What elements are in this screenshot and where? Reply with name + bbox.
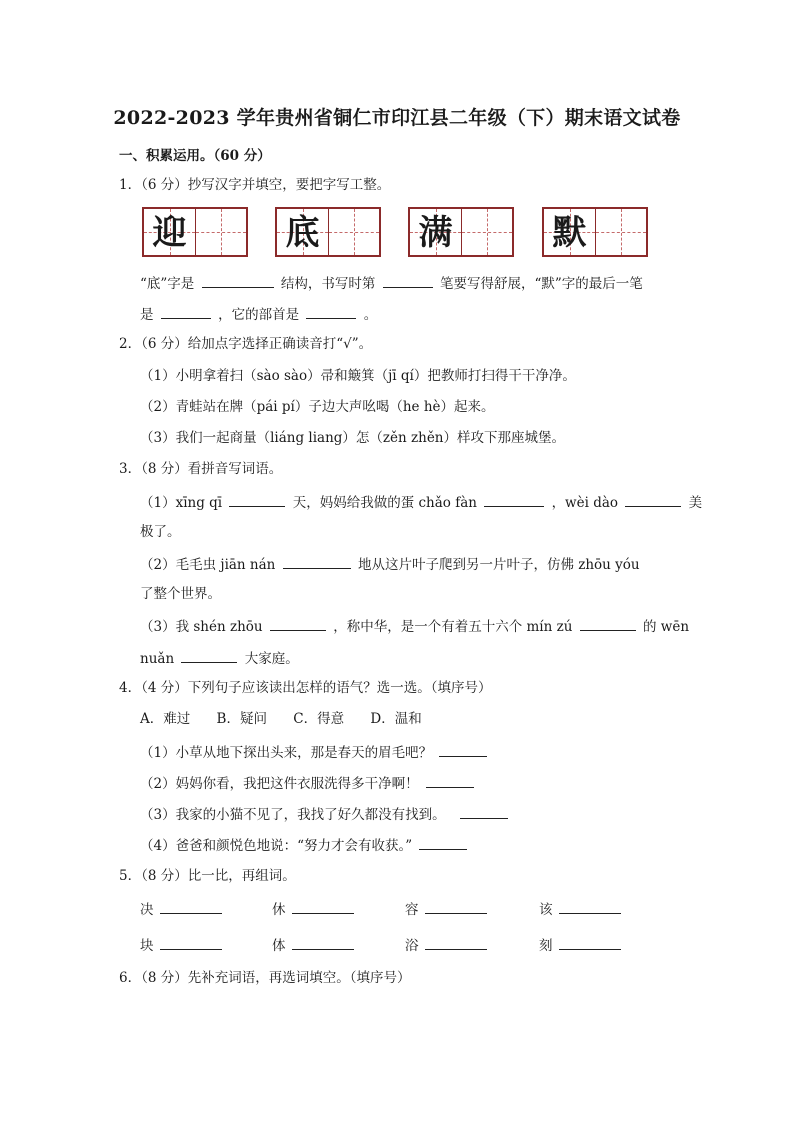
q3-blank[interactable]	[283, 553, 351, 569]
q5-blank[interactable]	[559, 934, 621, 950]
q5-row-2-item	[140, 934, 225, 956]
q3-blank[interactable]	[270, 615, 326, 631]
q4-text: （2）妈妈你看，我把这件衣服洗得多干净啊！	[140, 776, 419, 792]
q3-text: 地从这片叶子爬到另一片叶子，仿佛 zhōu yóu	[357, 557, 640, 573]
tianzige-box-3[interactable]	[408, 207, 514, 257]
q5-row-2-item	[272, 934, 357, 956]
question-4-item-3	[140, 803, 511, 825]
option-c: C．得意	[293, 711, 345, 727]
q5-char: 容	[405, 902, 419, 918]
question-4-options	[140, 709, 444, 729]
q3-blank[interactable]	[229, 491, 285, 507]
q5-blank[interactable]	[292, 934, 354, 950]
question-1-stem: 1．（6 分）抄写汉字并填空，要把字写工整。	[119, 177, 391, 193]
copy-char-4: 默	[552, 213, 587, 253]
q3-text: 的 wēn	[643, 619, 690, 635]
question-3-stem: 3．（8 分）看拼音写词语。	[119, 461, 283, 477]
q5-row-1-item	[405, 898, 490, 920]
q3-text: （3）我 shén zhōu	[140, 619, 263, 635]
question-2-item-3: （3）我们一起商量（liáng liang）怎（zěn zhěn）样攻下那座城堡。	[140, 430, 565, 446]
q1-blank-structure[interactable]	[202, 272, 274, 288]
q1-text: ，它的部首是	[218, 307, 300, 323]
question-6-stem: 6．（8 分）先补充词语，再选词填空。（填序号）	[119, 970, 411, 986]
q5-blank[interactable]	[559, 898, 621, 914]
q4-blank[interactable]	[439, 741, 487, 757]
q5-row-1-item	[272, 898, 357, 920]
question-3-item-2	[140, 553, 640, 575]
question-1-line-1	[140, 272, 643, 294]
q1-text: “底”字是	[140, 276, 195, 292]
section-heading: 一、积累运用。（60 分）	[119, 148, 271, 164]
option-d: D．温和	[370, 711, 422, 727]
q5-blank[interactable]	[425, 934, 487, 950]
q5-blank[interactable]	[160, 934, 222, 950]
q5-blank[interactable]	[425, 898, 487, 914]
q4-text: （3）我家的小猫不见了，我找了好久都没有找到。	[140, 807, 446, 823]
q3-text: nuǎn	[140, 651, 175, 667]
tianzige-box-2[interactable]	[275, 207, 381, 257]
option-b: B．疑问	[216, 711, 267, 727]
q1-blank-radical[interactable]	[306, 303, 356, 319]
q1-text: 笔要写得舒展，“默”字的最后一笔	[440, 276, 643, 292]
q4-blank[interactable]	[419, 834, 467, 850]
copy-char-2: 底	[285, 213, 320, 253]
q5-char: 体	[272, 938, 286, 954]
question-2-stem: 2．（6 分）给加点字选择正确读音打“√”。	[119, 336, 373, 352]
q5-row-2-item	[405, 934, 490, 956]
q1-text: 是	[140, 307, 154, 323]
copy-char-3: 满	[418, 213, 453, 253]
question-3-item-3-cont	[140, 647, 299, 669]
q1-text: 结构，书写时第	[280, 276, 376, 292]
q5-char: 浴	[405, 938, 419, 954]
q1-blank-last-stroke[interactable]	[161, 303, 211, 319]
question-3-item-1-cont: 极了。	[140, 524, 181, 540]
q3-blank[interactable]	[181, 647, 237, 663]
q1-blank-stroke[interactable]	[383, 272, 433, 288]
q3-text: （2）毛毛虫 jiān nán	[140, 557, 276, 573]
q5-char: 休	[272, 902, 286, 918]
question-3-item-3	[140, 615, 689, 637]
q5-char: 决	[140, 902, 154, 918]
q3-text: （1）xīng qī	[140, 495, 223, 511]
q3-blank[interactable]	[484, 491, 544, 507]
question-4-item-4	[140, 834, 470, 856]
copy-char-1: 迎	[152, 213, 187, 253]
question-4-item-1	[140, 741, 490, 763]
q3-blank[interactable]	[625, 491, 681, 507]
question-1-line-2	[140, 303, 377, 325]
q5-row-1-item	[140, 898, 225, 920]
q5-row-2-item	[539, 934, 624, 956]
q5-row-1-item	[539, 898, 624, 920]
q3-text: 大家庭。	[244, 651, 299, 667]
q3-text: 天，妈妈给我做的蛋 chǎo fàn	[292, 495, 477, 511]
page-title: 2022-2023 学年贵州省铜仁市印江县二年级（下）期末语文试卷	[113, 107, 681, 129]
q4-text: （1）小草从地下探出头来，那是春天的眉毛吧？	[140, 745, 433, 761]
question-5-stem: 5．（8 分）比一比，再组词。	[119, 868, 296, 884]
question-4-item-2	[140, 772, 477, 794]
q4-text: （4）爸爸和颜悦色地说：“努力才会有收获。”	[140, 838, 413, 854]
question-2-item-2: （2）青蛙站在牌（pái pí）子边大声吆喝（he hè）起来。	[140, 399, 495, 415]
tianzige-box-4[interactable]	[542, 207, 648, 257]
q5-char: 该	[539, 902, 553, 918]
q1-text: 。	[363, 307, 378, 323]
tianzige-box-1[interactable]	[142, 207, 248, 257]
q4-blank[interactable]	[460, 803, 508, 819]
q3-blank[interactable]	[580, 615, 636, 631]
q3-text: ，wèi dào	[551, 495, 619, 511]
question-2-item-1: （1）小明拿着扫（sào sào）帚和簸箕（jī qí）把教师打扫得干干净净。	[140, 368, 576, 384]
question-3-item-1	[140, 491, 702, 513]
q4-blank[interactable]	[426, 772, 474, 788]
question-4-stem: 4．（4 分）下列句子应该读出怎样的语气？选一选。（填序号）	[119, 680, 492, 696]
q5-blank[interactable]	[160, 898, 222, 914]
q3-text: 美	[688, 495, 703, 511]
option-a: A．难过	[140, 711, 191, 727]
q5-blank[interactable]	[292, 898, 354, 914]
question-3-item-2-cont: 了整个世界。	[140, 586, 221, 602]
q3-text: ，称中华，是一个有着五十六个 mín zú	[333, 619, 573, 635]
q5-char: 刻	[539, 938, 553, 954]
q5-char: 块	[140, 938, 154, 954]
